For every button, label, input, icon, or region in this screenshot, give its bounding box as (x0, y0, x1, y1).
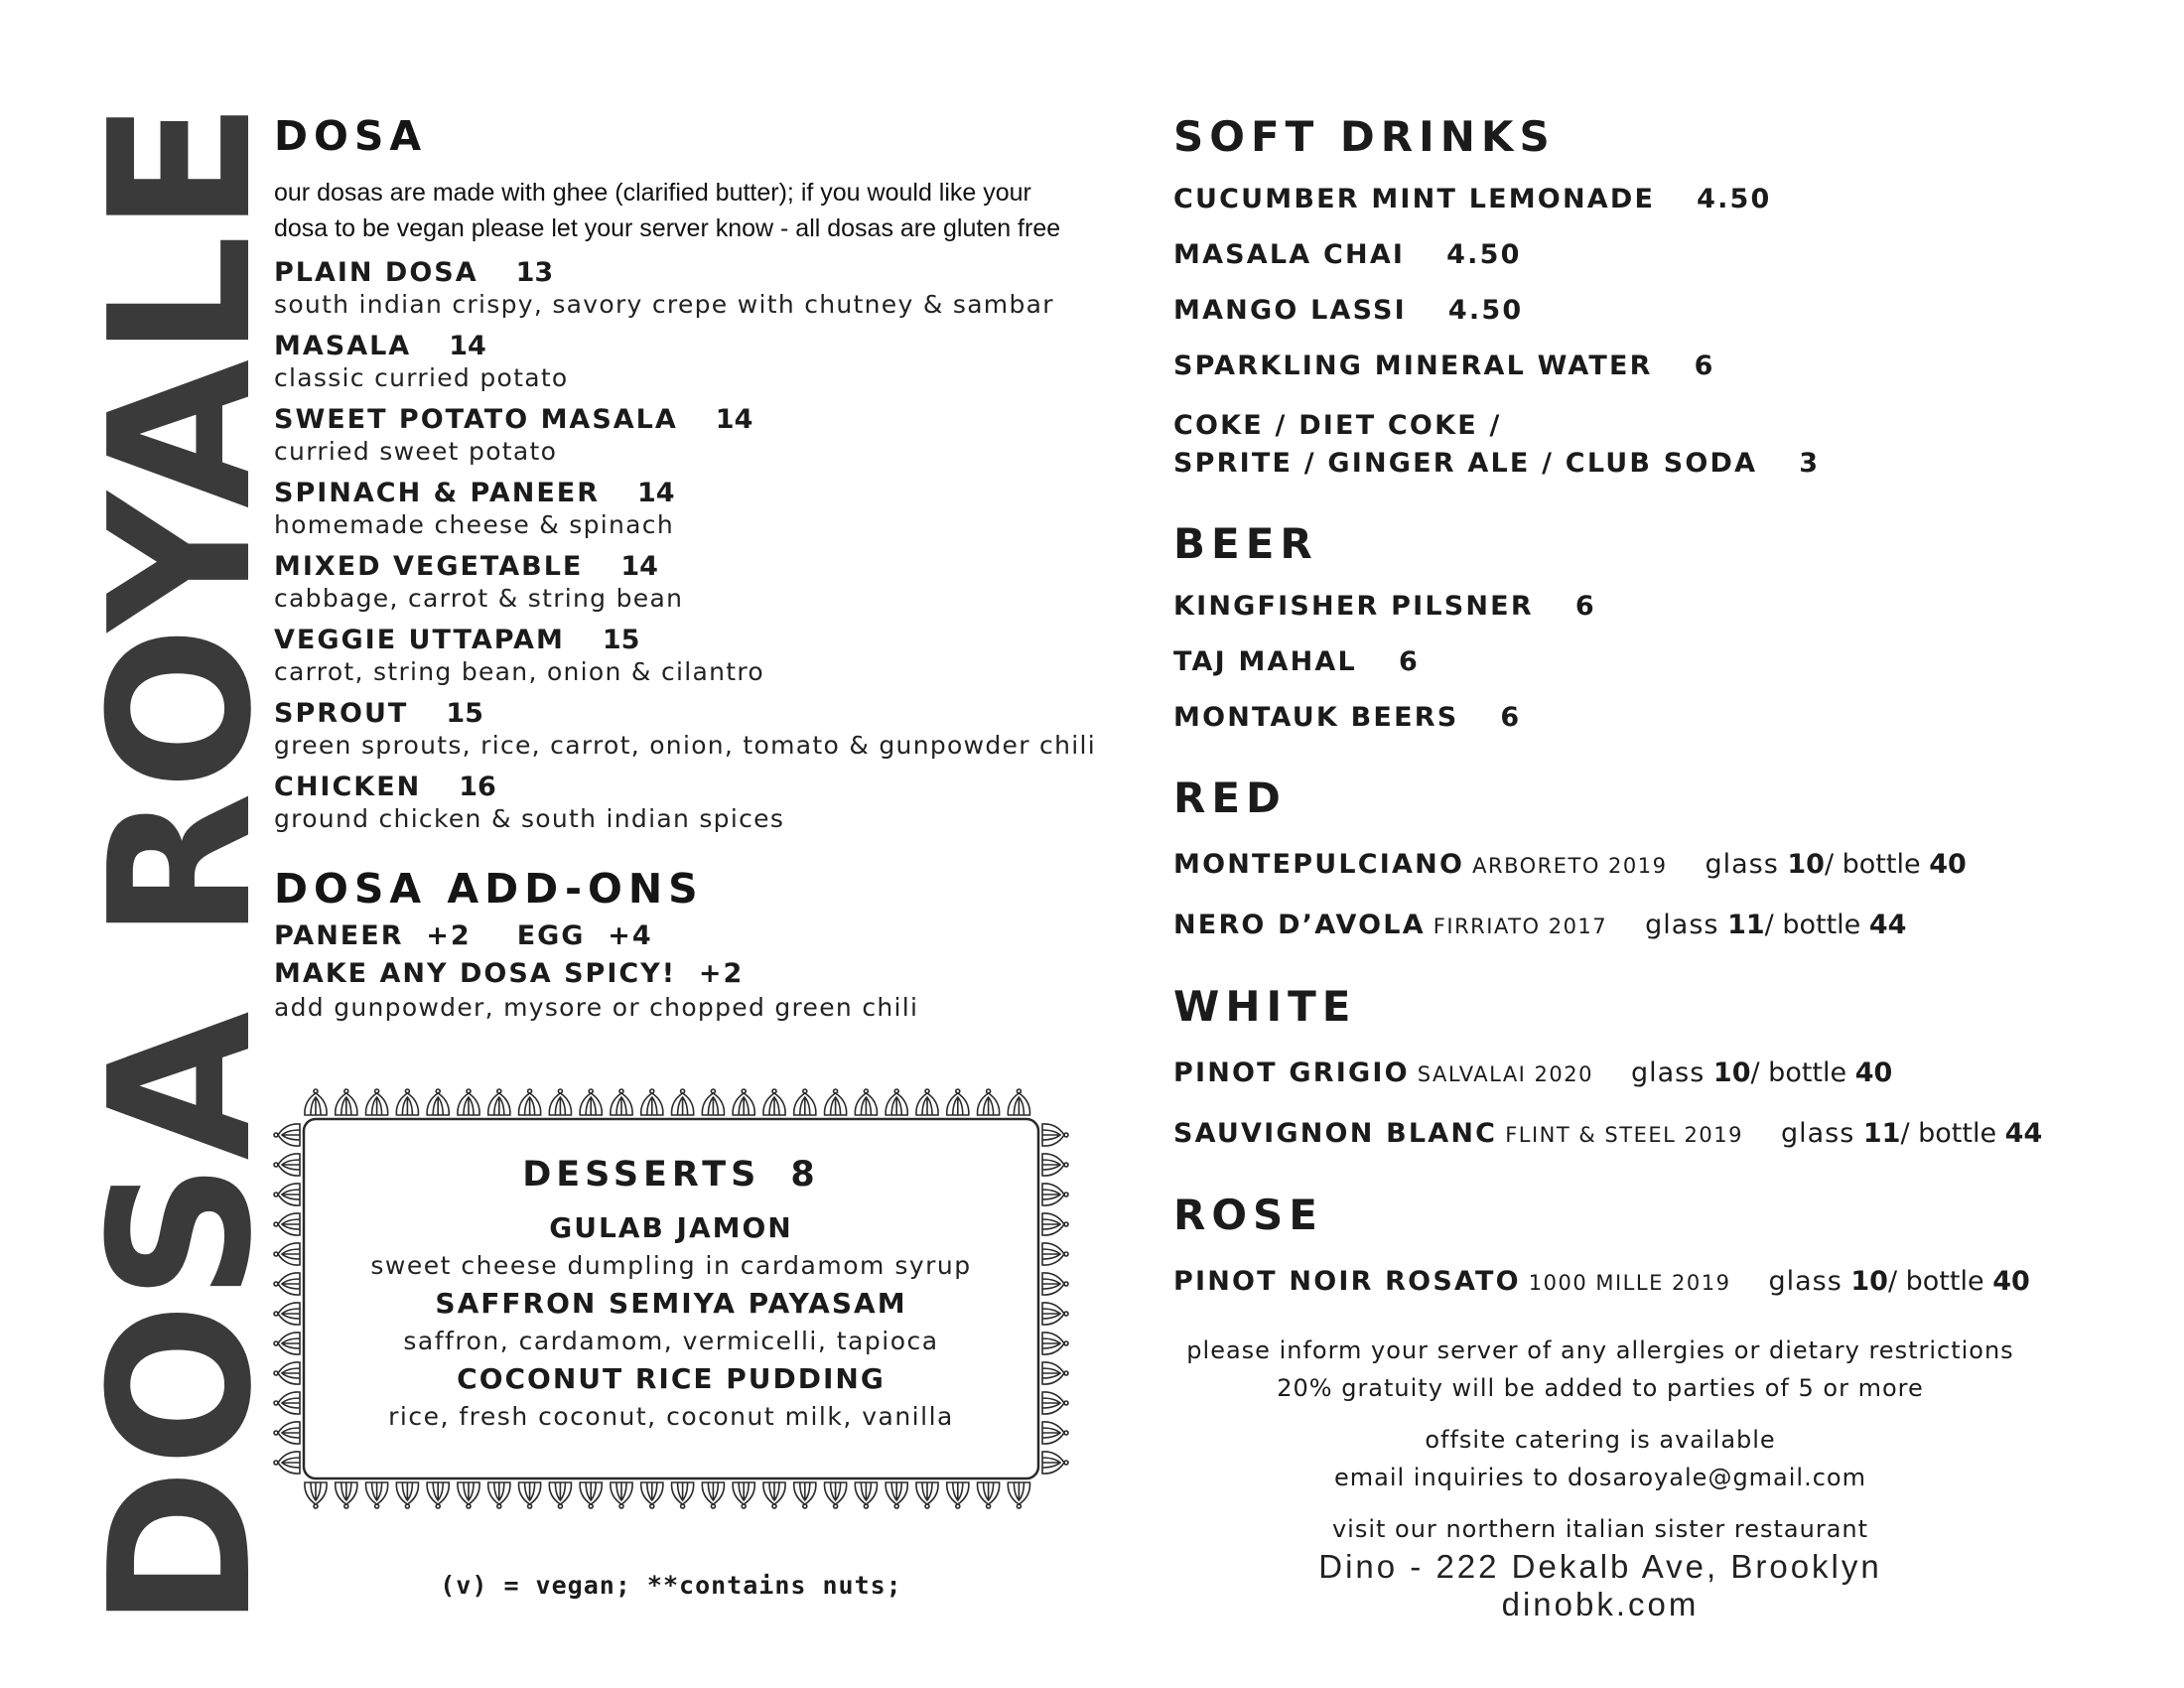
white-list (1173, 1055, 2087, 1154)
ornament-motif (825, 1089, 847, 1115)
dosa-price: 15 (446, 698, 483, 729)
ornament-motif (886, 1089, 907, 1115)
ornament-motif (1042, 1243, 1068, 1265)
drink-name: MASALA CHAI (1173, 239, 1406, 270)
dosa-desc: ground chicken & south indian spices (274, 804, 785, 833)
bottle-price: 40 (1992, 1266, 2030, 1297)
beer-item (1173, 588, 2087, 626)
ornament-motif (702, 1089, 724, 1115)
dosa-price: 14 (620, 551, 658, 582)
ornament-motif (488, 1482, 510, 1508)
brand-name: DOSA ROYALE (68, 82, 295, 1628)
wine-name: PINOT GRIGIO (1173, 1057, 1410, 1088)
dosa-item (274, 403, 1128, 467)
bottle-label: / bottle (1824, 849, 1921, 880)
right-column (1173, 111, 2087, 1623)
ornament-motif (1008, 1089, 1029, 1115)
sister-website: dinobk.com (1501, 1586, 1700, 1622)
ornament-motif (366, 1482, 388, 1508)
soft-drinks-title: SOFT DRINKS (1173, 112, 1556, 161)
desserts-panel (274, 1085, 1068, 1512)
wine-producer: ARBORETO 2019 (1472, 854, 1668, 878)
wine-name: NERO D’AVOLA (1173, 910, 1426, 940)
ornament-motif (916, 1089, 938, 1115)
ornament-motif (274, 1154, 300, 1176)
glass-label: glass (1780, 1118, 1855, 1149)
ornament-motif (580, 1089, 602, 1115)
ornament-motif (336, 1089, 357, 1115)
rose-list (1173, 1263, 2087, 1302)
drink-item (1173, 292, 2087, 330)
beer-price: 6 (1500, 702, 1522, 733)
ornament-motif (274, 1452, 300, 1474)
glass-label: glass (1768, 1266, 1843, 1297)
glass-label: glass (1631, 1057, 1706, 1088)
ornament-motif (1042, 1124, 1068, 1146)
ornament-motif (274, 1303, 300, 1325)
addon-spicy-desc: add gunpowder, mysore or chopped green chili (274, 993, 919, 1022)
ornament-motif (274, 1422, 300, 1444)
ornament-motif (1008, 1482, 1029, 1508)
drink-price: 4.50 (1697, 184, 1772, 214)
ornament-motif (427, 1482, 449, 1508)
ornament-motif (916, 1482, 938, 1508)
left-column (274, 111, 1128, 1023)
sister-note: visit our northern italian sister restaurant (1331, 1515, 1869, 1543)
ornament-motif (305, 1482, 327, 1508)
wine-item (1173, 1055, 2087, 1093)
dosa-title: DOSA (274, 112, 428, 160)
glass-price: 11 (1862, 1118, 1901, 1149)
dosa-desc: classic curried potato (274, 363, 569, 392)
ornament-motif (274, 1213, 300, 1235)
rose-title: ROSE (1173, 1191, 1323, 1239)
dosa-list (274, 256, 1128, 834)
beer-list (1173, 588, 2087, 737)
dosa-intro (274, 175, 1128, 246)
addons-title: DOSA ADD-ONS (274, 865, 704, 913)
wine-item (1173, 1115, 2087, 1154)
dietary-legend: (v) = vegan; **contains nuts; (440, 1571, 902, 1600)
ornament-motif (672, 1089, 694, 1115)
dosa-item (274, 624, 1128, 687)
catering-note: offsite catering is available (1425, 1426, 1776, 1454)
wine-producer: FLINT & STEEL 2019 (1505, 1123, 1743, 1147)
dosa-intro-line: our dosas are made with ghee (clarified butter); if you would like your (274, 179, 1031, 207)
bottle-price: 40 (1929, 849, 1967, 880)
desserts-heading (314, 1155, 1028, 1195)
ornament-motif (855, 1089, 877, 1115)
drink-price: 6 (1694, 351, 1715, 381)
ornament-motif (396, 1482, 418, 1508)
dosa-price: 15 (602, 625, 640, 655)
glass-price: 10 (1712, 1057, 1751, 1088)
ornament-motif (274, 1124, 300, 1146)
dosa-name: CHICKEN (274, 772, 422, 802)
ornament-motif (396, 1089, 418, 1115)
beer-item (1173, 699, 2087, 737)
dosa-name: PLAIN DOSA (274, 257, 478, 288)
bottle-price: 40 (1854, 1057, 1893, 1088)
ornament-motif (1042, 1333, 1068, 1354)
drink-price: 4.50 (1446, 239, 1522, 270)
ornament-motif (886, 1482, 907, 1508)
ornament-motif (336, 1482, 357, 1508)
addons-line (274, 917, 1128, 955)
ornament-motif (794, 1089, 816, 1115)
dessert-name: GULAB JAMON (549, 1211, 793, 1244)
drink-name: CUCUMBER MINT LEMONADE (1173, 184, 1656, 214)
dosa-item (274, 550, 1128, 614)
ornament-motif (978, 1482, 1000, 1508)
ornament-motif (274, 1184, 300, 1205)
desserts-price: 8 (790, 1155, 820, 1195)
beer-price: 6 (1398, 646, 1420, 677)
ornament-motif (855, 1482, 877, 1508)
dosa-desc: green sprouts, rice, carrot, onion, tomato & gunpowder chili (274, 731, 1096, 760)
dosa-name: SWEET POTATO MASALA (274, 404, 678, 435)
ornament-motif (763, 1482, 785, 1508)
dosa-price: 16 (459, 772, 496, 802)
info-notes (1173, 1332, 2027, 1623)
dosa-intro-line: dosa to be vegan please let your server know - all dosas are gluten free (274, 214, 1061, 242)
ornament-motif (549, 1089, 571, 1115)
ornament-motif (1042, 1154, 1068, 1176)
ornament-motif (1042, 1362, 1068, 1384)
wine-name: MONTEPULCIANO (1173, 849, 1465, 880)
dosa-item (274, 477, 1128, 540)
dosa-desc: south indian crispy, savory crepe with chutney & sambar (274, 290, 1054, 319)
glass-label: glass (1705, 849, 1779, 880)
addon-spicy: MAKE ANY DOSA SPICY! +2 (274, 958, 745, 989)
addon-egg: EGG +4 (516, 920, 653, 951)
drink-name: SPARKLING MINERAL WATER (1173, 351, 1653, 381)
dosa-name: SPINACH & PANEER (274, 478, 601, 508)
beer-name: MONTAUK BEERS (1173, 702, 1459, 733)
bottle-label: / bottle (1750, 1057, 1847, 1088)
wine-producer: 1000 MILLE 2019 (1528, 1271, 1731, 1295)
beer-price: 6 (1574, 591, 1596, 622)
ornament-motif (763, 1089, 785, 1115)
dessert-name: COCONUT RICE PUDDING (457, 1362, 886, 1395)
wine-name: PINOT NOIR ROSATO (1173, 1266, 1521, 1297)
addon-paneer: PANEER +2 (274, 920, 472, 951)
email-note: email inquiries to dosaroyale@gmail.com (1333, 1464, 1866, 1491)
beer-name: KINGFISHER PILSNER (1173, 591, 1534, 622)
ornament-motif (947, 1482, 969, 1508)
addons-list (274, 917, 1128, 1023)
dosa-price: 13 (515, 257, 554, 288)
soda-line: SPRITE / GINGER ALE / CLUB SODA (1173, 448, 1758, 479)
brand-logo (0, 0, 295, 1688)
soda-price: 3 (1799, 448, 1821, 479)
ornament-motif (1042, 1422, 1068, 1444)
beer-title: BEER (1173, 519, 1318, 568)
drink-price: 4.50 (1447, 295, 1524, 326)
wine-item (1173, 1263, 2087, 1302)
dosa-name: MASALA (274, 331, 412, 361)
desserts-title: DESSERTS (522, 1155, 761, 1195)
beer-item (1173, 643, 2087, 681)
glass-label: glass (1645, 910, 1719, 940)
ornament-motif (641, 1482, 663, 1508)
ornament-motif (611, 1089, 632, 1115)
wine-item (1173, 907, 2087, 945)
dosa-desc: curried sweet potato (274, 437, 558, 466)
wine-name: SAUVIGNON BLANC (1173, 1118, 1498, 1149)
ornament-motif (641, 1089, 663, 1115)
ornament-motif (458, 1089, 479, 1115)
glass-price: 10 (1850, 1266, 1888, 1297)
dosa-desc: cabbage, carrot & string bean (274, 584, 684, 613)
ornament-motif (274, 1273, 300, 1295)
ornament-motif (978, 1089, 1000, 1115)
drink-name: MANGO LASSI (1173, 295, 1407, 326)
dosa-price: 14 (715, 404, 753, 435)
ornament-motif (274, 1333, 300, 1354)
beer-name: TAJ MAHAL (1173, 646, 1357, 677)
ornament-motif (427, 1089, 449, 1115)
bottle-label: / bottle (1900, 1118, 1997, 1149)
soda-item (1173, 407, 2087, 483)
ornament-motif (825, 1482, 847, 1508)
ornament-motif (274, 1243, 300, 1265)
ornament-motif (672, 1482, 694, 1508)
dosa-desc: homemade cheese & spinach (274, 510, 674, 539)
soft-drinks-list (1173, 181, 2087, 483)
ornament-motif (1042, 1273, 1068, 1295)
ornament-motif (1042, 1213, 1068, 1235)
ornament-motif (519, 1482, 541, 1508)
dosa-price: 14 (449, 331, 486, 361)
ornament-motif (305, 1089, 327, 1115)
ornament-motif (519, 1089, 541, 1115)
ornament-motif (794, 1482, 816, 1508)
ornament-motif (1042, 1303, 1068, 1325)
drink-item (1173, 236, 2087, 274)
wine-producer: SALVALAI 2020 (1417, 1062, 1593, 1086)
sister-address: Dino - 222 Dekalb Ave, Brooklyn (1318, 1548, 1882, 1585)
gratuity-note: 20% gratuity will be added to parties of 5 or more (1277, 1374, 1924, 1402)
bottle-label: / bottle (1887, 1266, 1984, 1297)
dosa-name: MIXED VEGETABLE (274, 551, 584, 582)
drink-item (1173, 181, 2087, 218)
ornament-motif (733, 1089, 754, 1115)
red-list (1173, 846, 2087, 945)
ornament-motif (947, 1089, 969, 1115)
ornament-motif (580, 1482, 602, 1508)
soda-line: COKE / DIET COKE / (1173, 410, 1502, 441)
dosa-name: VEGGIE UTTAPAM (274, 625, 565, 655)
ornament-motif (549, 1482, 571, 1508)
dosa-price: 14 (637, 478, 675, 508)
dosa-desc: carrot, string bean, onion & cilantro (274, 657, 764, 686)
ornament-motif (488, 1089, 510, 1115)
ornament-motif (458, 1482, 479, 1508)
dosa-item (274, 330, 1128, 393)
white-title: WHITE (1173, 982, 1357, 1031)
glass-price: 10 (1787, 849, 1825, 880)
dosa-item (274, 697, 1128, 761)
dessert-name: SAFFRON SEMIYA PAYASAM (435, 1287, 907, 1320)
ornament-motif (366, 1089, 388, 1115)
ornament-motif (274, 1362, 300, 1384)
red-title: RED (1173, 774, 1287, 822)
ornament-motif (702, 1482, 724, 1508)
ornament-motif (1042, 1392, 1068, 1414)
drink-item (1173, 348, 2087, 385)
desserts-content (314, 1125, 1028, 1473)
ornament-motif (274, 1392, 300, 1414)
wine-producer: FIRRIATO 2017 (1433, 914, 1608, 938)
dessert-desc: rice, fresh coconut, coconut milk, vanilla (388, 1402, 954, 1431)
bottle-price: 44 (1868, 910, 1907, 940)
ornament-motif (1042, 1184, 1068, 1205)
ornament-motif (611, 1482, 632, 1508)
dessert-desc: saffron, cardamom, vermicelli, tapioca (403, 1327, 939, 1355)
ornament-motif (733, 1482, 754, 1508)
dessert-desc: sweet cheese dumpling in cardamom syrup (370, 1251, 972, 1280)
bottle-price: 44 (2004, 1118, 2043, 1149)
dosa-item (274, 771, 1128, 834)
bottle-label: / bottle (1764, 910, 1861, 940)
ornament-motif (1042, 1452, 1068, 1474)
allergy-note: please inform your server of any allergies or dietary restrictions (1186, 1336, 2014, 1364)
wine-item (1173, 846, 2087, 885)
dosa-name: SPROUT (274, 698, 409, 729)
glass-price: 11 (1727, 910, 1765, 940)
dosa-item (274, 256, 1128, 320)
